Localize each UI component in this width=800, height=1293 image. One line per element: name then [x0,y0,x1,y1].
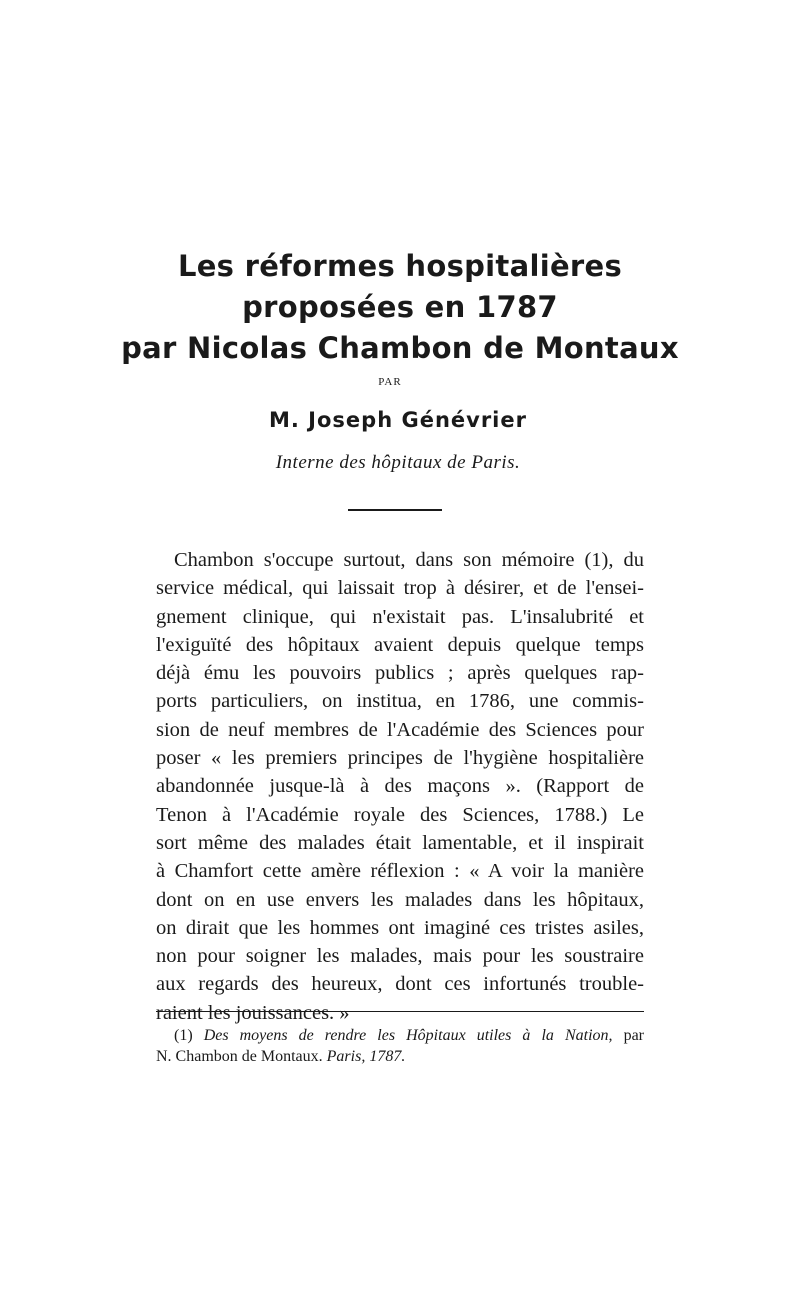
body-line: service médical, qui laissait trop à désirer, et de l'ensei- [156,577,644,600]
body-line: l'exiguïté des hôpitaux avaient depuis quelque temps [156,633,644,656]
body-line: sort même des malades était lamentable, et il inspirait [156,831,644,854]
article-title [0,246,800,369]
footnote-marker: (1) [174,1027,193,1044]
body-line: abandonnée jusque-là à des maçons ». (Rapport de [156,775,644,798]
body-line: à Chamfort cette amère réflexion : « A voir la manière [156,860,644,883]
body-line: déjà ému les pouvoirs publics ; après quelques rap- [156,662,644,685]
author-name: M. Joseph Génévrier [269,408,527,432]
title-line-1: Les réformes hospitalières [177,249,623,283]
body-line: Chambon s'occupe surtout, dans son mémoire (1), du [174,549,644,571]
body-line: aux regards des heureux, dont ces infortunés trouble- [156,973,644,996]
footnote-line-1 [156,1025,644,1046]
footnote-author: N. Chambon de Montaux. [156,1048,323,1065]
body-line: non pour soigner les malades, mais pour les soustraire [156,945,644,968]
footnote-line-2 [156,1046,644,1067]
title-line-2: proposées en 1787 [242,290,558,324]
body-line: Tenon à l'Académie royale des Sciences, 1788.) Le [156,803,644,826]
body-line: dont on en use envers les malades dans les hôpitaux, [156,888,644,911]
footnote-title: Des moyens de rendre les Hôpitaux utiles à la Nation, [203,1027,613,1044]
body-line: ports particuliers, on institua, en 1786, une commis- [156,690,644,713]
body-line: raient les jouissances. » [156,1001,350,1024]
title-divider [348,509,442,511]
body-line: sion de neuf membres de l'Académie des Sciences pour [156,718,644,741]
by-label: PAR [378,376,402,388]
footnote-divider [156,1011,644,1012]
body-line: on dirait que les hommes ont imaginé ces tristes asiles, [156,916,644,939]
footnote [156,1025,644,1067]
body-line: gnement clinique, qui n'existait pas. L'insalubrité et [156,605,644,628]
title-line-3: par Nicolas Chambon de Montaux [121,331,679,365]
body-line: poser « les premiers principes de l'hygiène hospitalière [156,747,644,770]
author-affiliation: Interne des hôpitaux de Paris. [275,452,521,473]
footnote-place-year: Paris, 1787. [326,1048,406,1065]
footnote-by: par [623,1027,645,1044]
body-paragraph [156,546,644,1027]
